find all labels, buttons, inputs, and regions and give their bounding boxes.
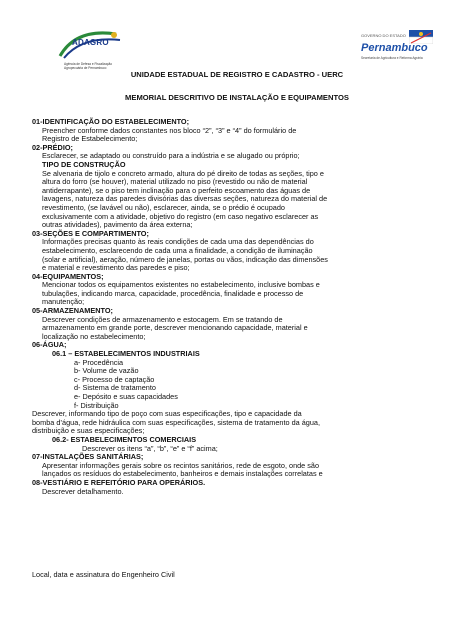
body-line: Informações precisas quanto às reais condições de cada uma das dependências do bbox=[42, 237, 314, 247]
pernambuco-subtitle: Secretaria de Agricultura e Reforma Agrária bbox=[361, 56, 423, 60]
body-line: altura do forro (se houver), material utilizado no piso (revestido ou não de material bbox=[42, 177, 308, 187]
pernambuco-wordmark: Pernambuco bbox=[361, 42, 428, 54]
pernambuco-logo bbox=[355, 30, 435, 68]
body-line: revestimento, (se lavável ou não), esclarecer, ainda, se o prédio é ocupado bbox=[42, 202, 285, 212]
section-heading: 08-VESTIÁRIO E REFEITÓRIO PARA OPERÁRIOS. bbox=[32, 477, 206, 487]
document-title: UNIDADE ESTADUAL DE REGISTRO E CADASTRO - UERC bbox=[130, 70, 344, 79]
body-line: Se alvenaria de tijolo e concreto armado, altura do pé direito de todas as seções, tipo e bbox=[42, 168, 324, 178]
signature-line: Local, data e assinatura do Engenheiro Civil bbox=[32, 570, 175, 579]
body-line: estabelecimento, esclarecendo de cada uma a finalidade, a condição de iluminação bbox=[42, 245, 313, 255]
section-heading: 01-IDENTIFICAÇÃO DO ESTABELECIMENTO; bbox=[32, 117, 190, 126]
body-line: armazenamento em grande porte, descrever mencionando capacidade, material e bbox=[42, 323, 308, 333]
body-line: lançados os resíduos do estabelecimento, banheiros e demais instalações correlatas e bbox=[42, 469, 323, 479]
body-line: Preencher conforme dados constantes nos bloco “2”, “3” e “4” do formulário de bbox=[42, 125, 297, 135]
body-line: e material e revestimento das paredes e piso; bbox=[42, 263, 190, 273]
body-line: manutenção; bbox=[42, 297, 85, 307]
section-heading: 06.2- ESTABELECIMENTOS COMERCIAIS bbox=[52, 434, 197, 444]
body-line: c- Processo de captação bbox=[74, 374, 155, 384]
body-line: tubulações, indicando marca, capacidade, procedência, finalidade e processo de bbox=[42, 288, 304, 298]
section-heading: 06.1 – ESTABELECIMENTOS INDUSTRIAIS bbox=[52, 349, 200, 359]
body-line: Descrever condições de armazenamento e estocagem. Em se tratando de bbox=[42, 314, 283, 324]
section-heading: 06-ÁGUA; bbox=[32, 340, 67, 350]
body-line: Descrever, informando tipo de poço com suas especificações, tipo e capacidade da bbox=[32, 409, 302, 419]
section-heading: 07-INSTALAÇÕES SANITÁRIAS; bbox=[32, 452, 144, 462]
government-label: GOVERNO DO ESTADO bbox=[361, 33, 406, 38]
body-line: localização no estabelecimento; bbox=[42, 331, 146, 341]
body-line: Apresentar informações gerais sobre os recintos sanitários, rede de esgoto, onde são bbox=[42, 460, 320, 470]
section-heading: 03-SEÇÕES E COMPARTIMENTO; bbox=[32, 228, 149, 238]
body-line: Registro de Estabelecimento; bbox=[42, 134, 138, 144]
adagro-logo bbox=[56, 26, 126, 76]
section-heading: 02-PRÉDIO; bbox=[32, 142, 73, 152]
adagro-brand-text: ADAGRO bbox=[72, 38, 109, 47]
body-line: Descrever detalhamento. bbox=[42, 486, 124, 496]
body-line: a- Procedência bbox=[74, 357, 124, 367]
adagro-subtitle: Agência de Defesa e Fiscalização Agropecuária de Pernambuco bbox=[64, 62, 113, 70]
document-subtitle: MEMORIAL DESCRITIVO DE INSTALAÇÃO E EQUIPAMENTOS bbox=[125, 93, 349, 102]
body-line: f- Distribuição bbox=[74, 400, 119, 410]
body-line: lavagens, natureza das paredes divisórias das diversas seções, natureza do material de bbox=[42, 194, 328, 204]
body-line: antiderrapante), se o piso tem inclinação para o perfeito escoamento das águas de bbox=[42, 185, 311, 195]
body-line: Esclarecer, se adaptado ou construído para a indústria e se alugado ou próprio; bbox=[42, 151, 300, 161]
body-line: Descrever os itens “a”, “b”, “e” e “f” acima; bbox=[82, 443, 218, 453]
section-heading: 04-EQUIPAMENTOS; bbox=[32, 271, 104, 281]
body-line: outras atividades), pavimento da área externa; bbox=[42, 220, 193, 230]
memorial-body bbox=[32, 118, 442, 496]
body-line: b- Volume de vazão bbox=[74, 366, 139, 376]
section-heading: TIPO DE CONSTRUÇÃO bbox=[42, 159, 126, 169]
section-heading: 05-ARMAZENAMENTO; bbox=[32, 306, 113, 316]
body-line: distribuição e suas especificações; bbox=[32, 426, 145, 436]
body-line: (solar e artificial), aeração, número de janelas, portas ou vãos, indicação das dimensões bbox=[42, 254, 328, 264]
body-line: d- Sistema de tratamento bbox=[74, 383, 156, 393]
body-line: bomba d’água, rede hidráulica com suas especificações, sistema de tratamento da água, bbox=[32, 417, 320, 427]
body-line: exclusivamente com a atividade, objetivo do registro (em caso negativo esclarecer as bbox=[42, 211, 319, 221]
body-line: e- Depósito e suas capacidades bbox=[74, 392, 178, 401]
body-line: Mencionar todos os equipamentos existentes no estabelecimento, inclusive bombas e bbox=[42, 280, 320, 290]
